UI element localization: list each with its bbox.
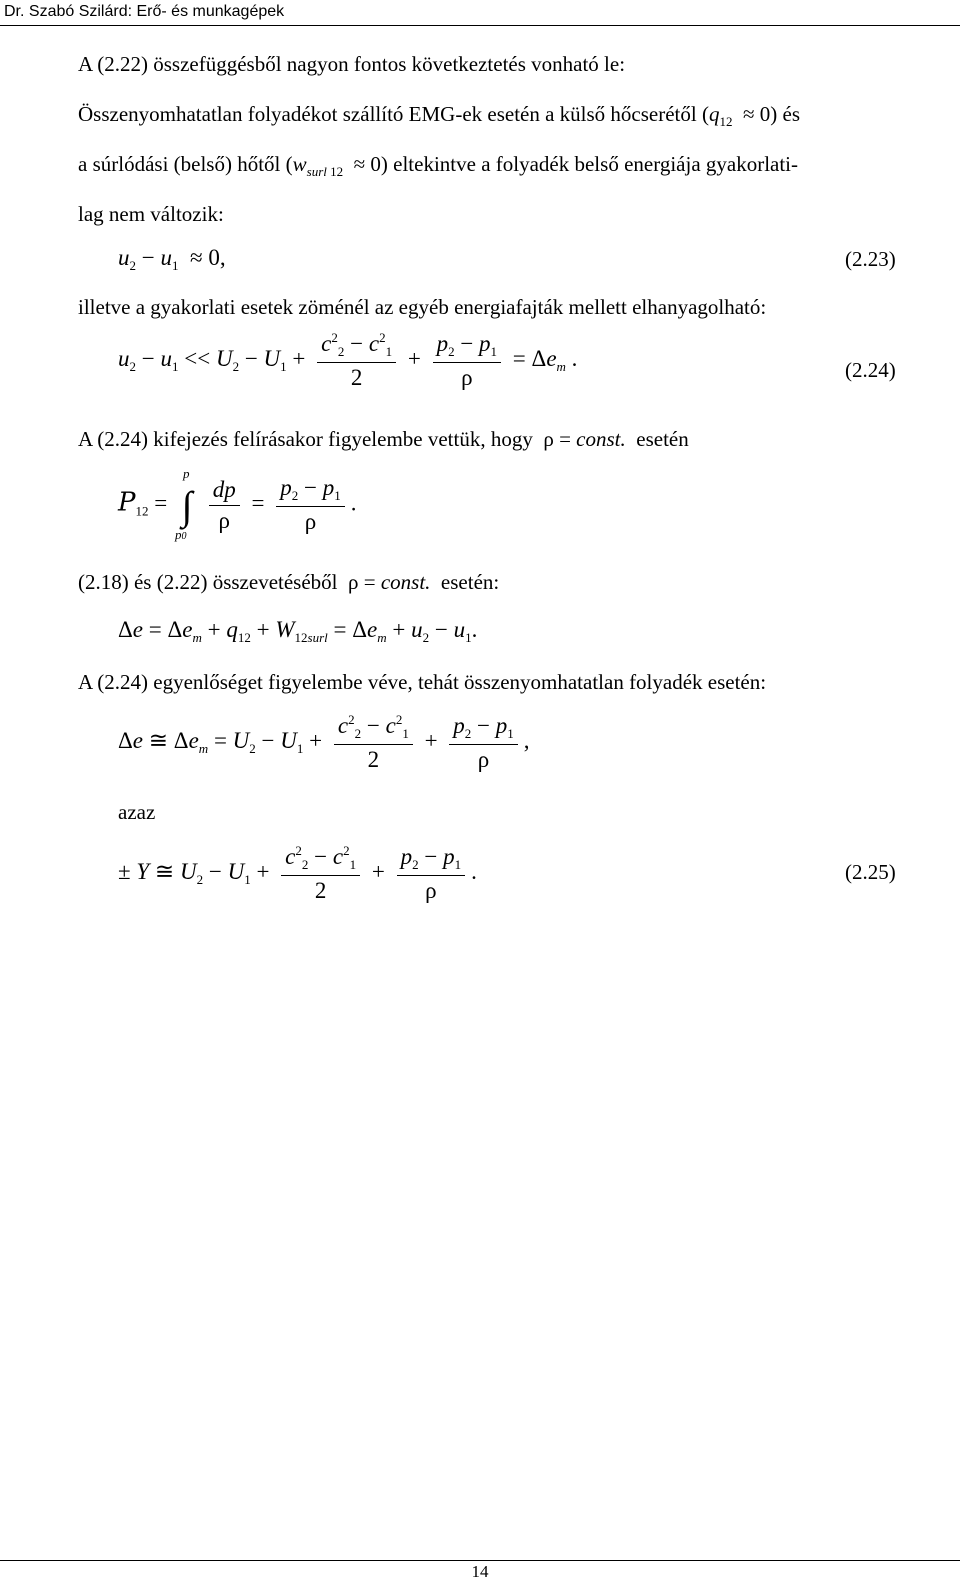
- eq-number-2-25: (2.25): [845, 860, 896, 884]
- eq-number-2-24: (2.24): [845, 358, 896, 382]
- equation-2-23: $u_2 - u_1 \approx 0$,: [118, 245, 226, 273]
- paragraph-osszevetes: (2.18) és (2.22) összevetéséből ρ = const. esetén:: [78, 570, 500, 594]
- equation-2-25: ± Y ≅ $U_2 - U_1$ + $\frac{c^2_2 - c^2_1}{2}$ + $\frac{p_2 - p_1}{\rho}$ .: [118, 843, 477, 903]
- eq-number-2-23: (2.23): [845, 247, 896, 271]
- equation-energy-balance: $\Delta e = \Delta e_m + q_{12} + W_{12surl} = \Delta e_m + u_2 - u_1$.: [118, 617, 478, 645]
- page-number: 14: [471, 1562, 489, 1581]
- paragraph-kifejezes: A (2.24) kifejezés felírásakor figyelembe vettük, hogy ρ = const. esetén: [78, 427, 689, 451]
- page-footer: [0, 1560, 960, 1586]
- paragraph-line-3: lag nem változik:: [78, 202, 224, 226]
- equation-2-24: $u_2 - u_1 << U_2 - U_1$ + $\frac{c^2_2 - c^2_1}{2}$ + $\frac{p_2 - p_1}{\rho}$ = $\Delta e_m$ .: [118, 330, 578, 390]
- equation-delta-e: Δe ≅ $\Delta e_m = U_2 - U_1$ + $\frac{c^2_2 - c^2_1}{2}$ + $\frac{p_2 - p_1}{\rho}$ ,: [118, 712, 530, 772]
- equation-pressure-integral: $P_{12}$ = ∫ p p0 $\frac{dp}{\rho}$ = $\frac{p_2 - p_1}{\rho}$ .: [118, 465, 357, 542]
- paragraph-illetve: illetve a gyakorlati esetek zöménél az egyéb energiafajták mellett elhanyagolható:: [78, 295, 767, 319]
- paragraph-intro: A (2.22) összefüggésből nagyon fontos következtetés vonható le:: [78, 52, 626, 76]
- paragraph-line-1: Összenyomhatatlan folyadékot szállító EMG-ek esetén a külső hőcserétől $(q_{12} \approx 0)$ és: [78, 102, 801, 129]
- page-header: [0, 0, 960, 26]
- paragraph-azaz: azaz: [118, 800, 156, 824]
- paragraph-line-2: a súrlódási (belső) hőtől $(w_{surl 12} \approx 0)$ eltekintve a folyadék belső energiája gyakorlati-: [78, 152, 799, 179]
- header-title: Dr. Szabó Szilárd: Erő- és munkagépek: [4, 3, 285, 20]
- paragraph-egyenloseg: A (2.24) egyenlőséget figyelembe véve, tehát összenyomhatatlan folyadék esetén:: [78, 670, 767, 694]
